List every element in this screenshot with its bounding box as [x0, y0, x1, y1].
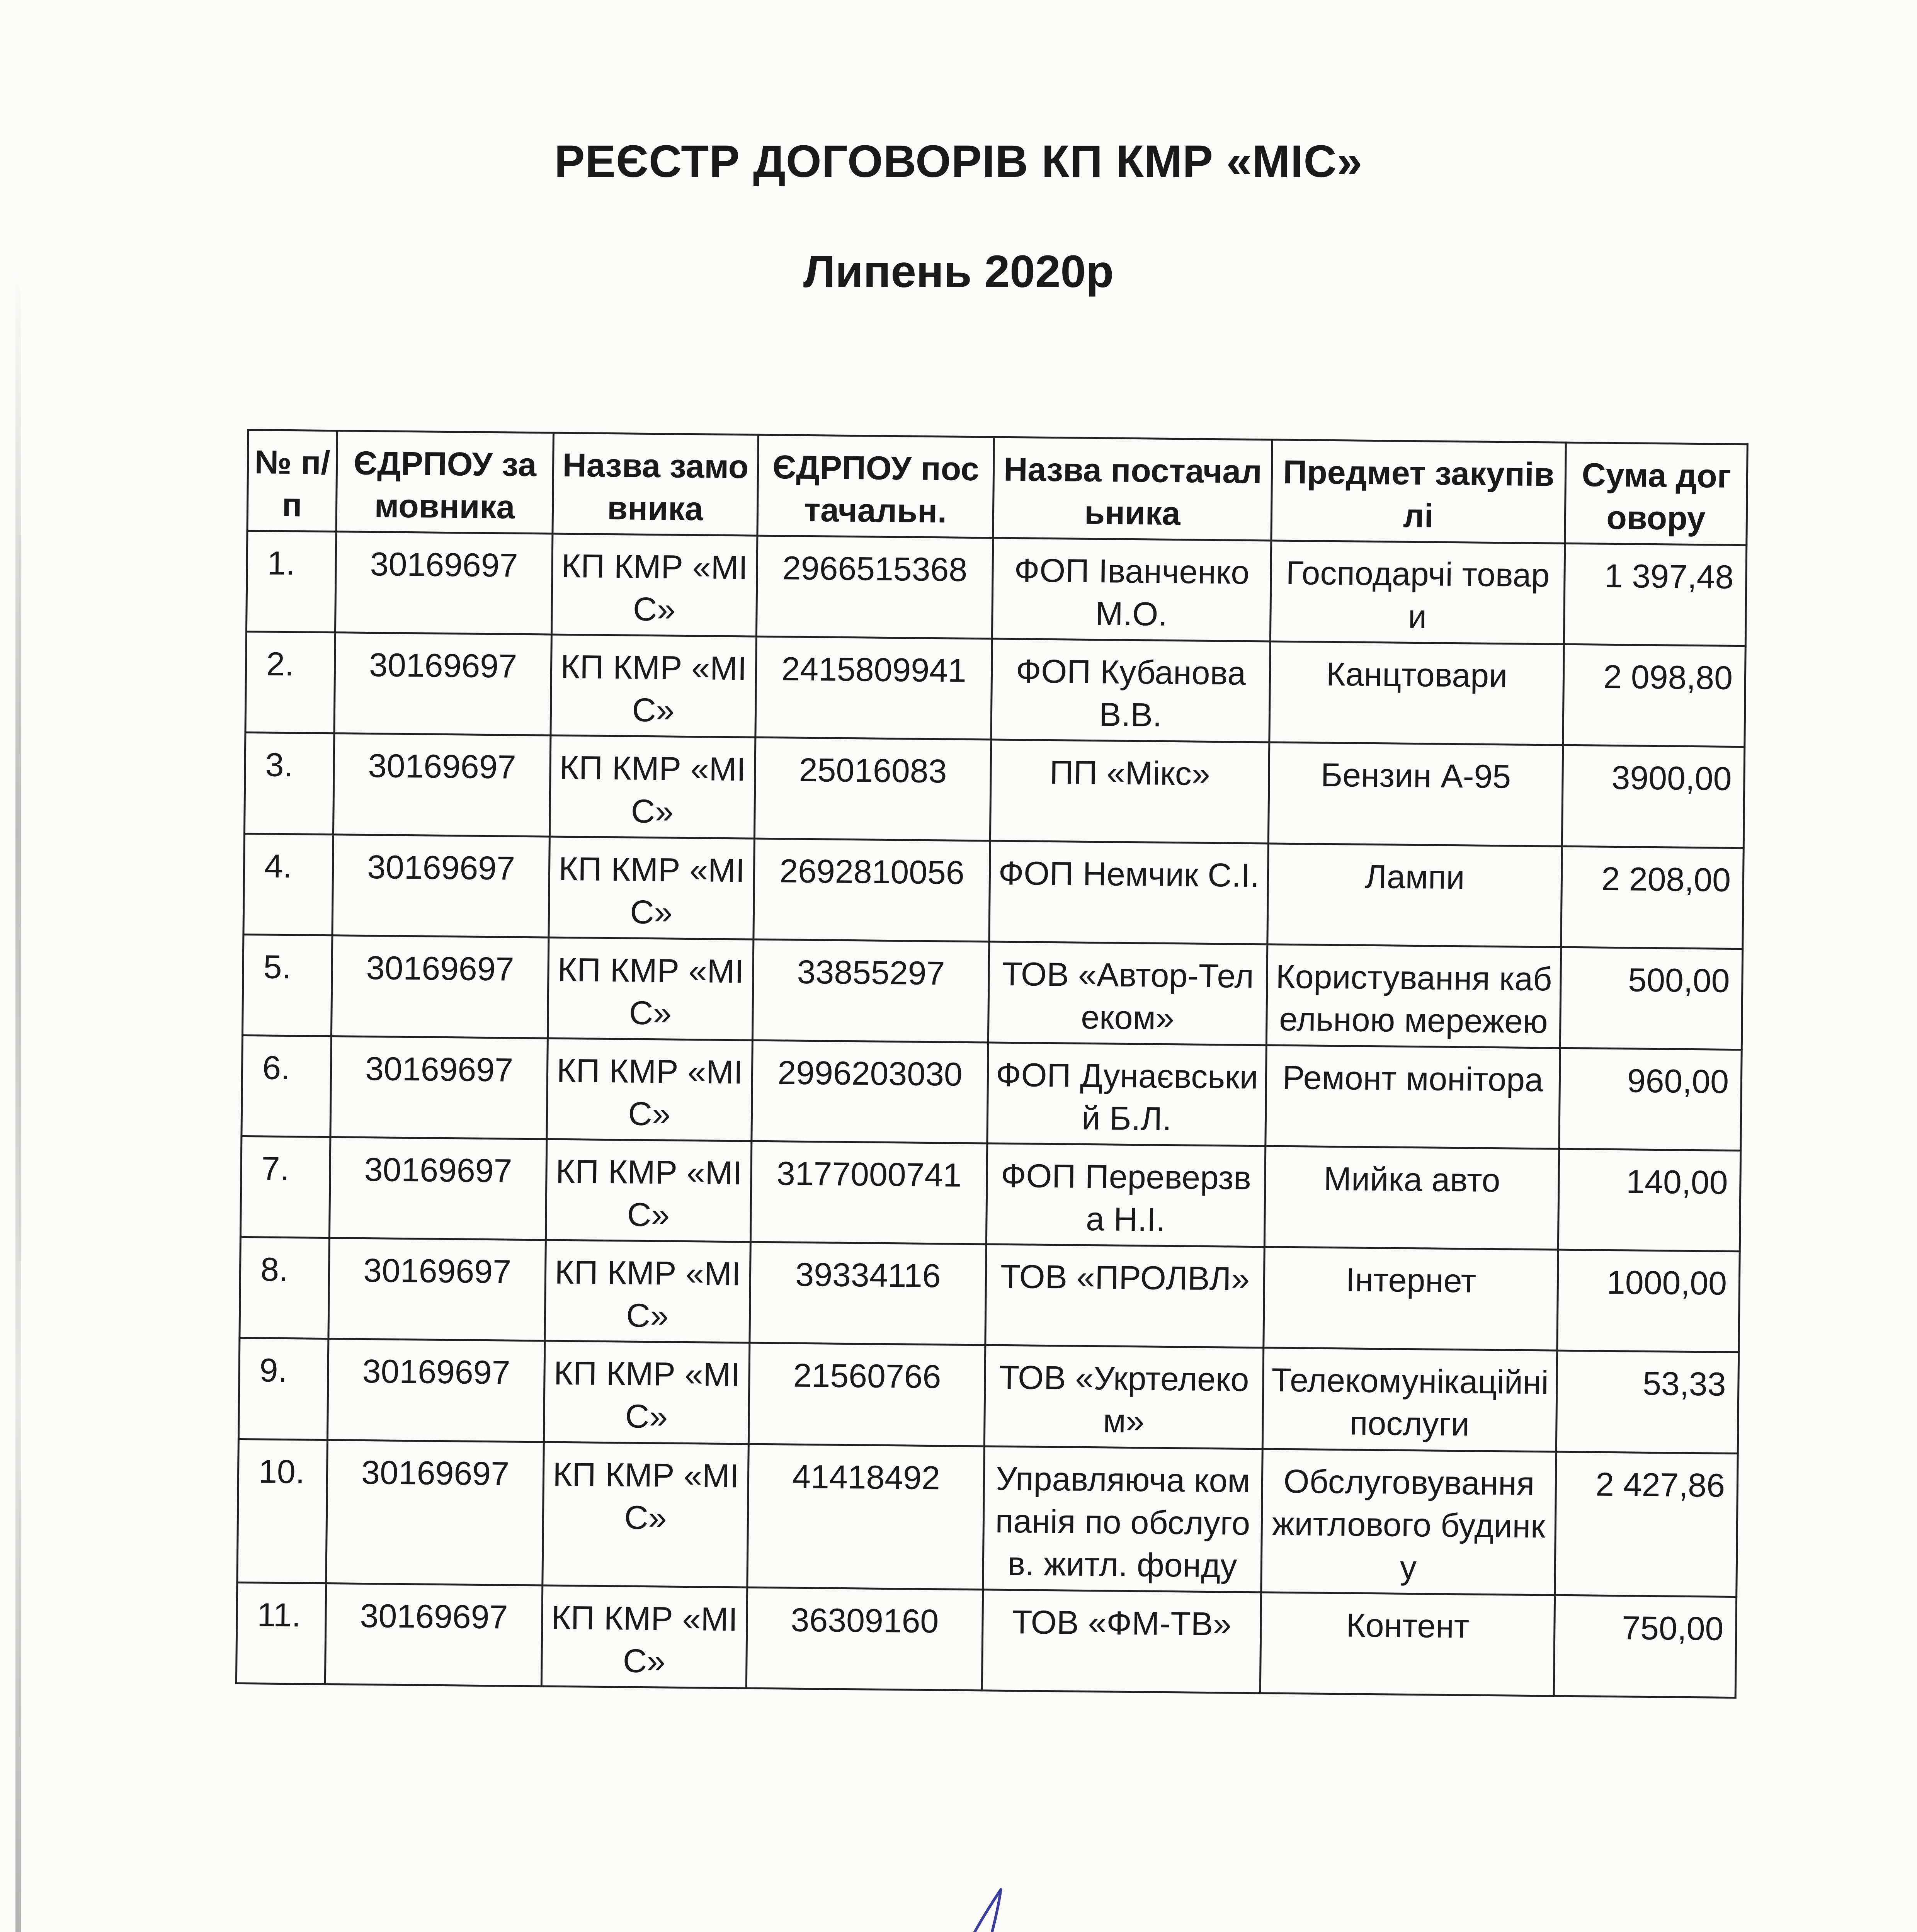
contracts-table	[235, 429, 1749, 1699]
amount-cell: 2 098,80	[1563, 645, 1745, 747]
supplier-name-cell: ФОП Немчик С.І.	[989, 841, 1268, 944]
supplier-code-cell: 33855297	[752, 939, 989, 1043]
table-row	[243, 833, 1744, 949]
row-number-cell: 1.	[246, 531, 336, 633]
handwritten-signature	[819, 1866, 1136, 1932]
customer-code-cell: 30169697	[329, 1137, 546, 1240]
supplier-name-cell: ФОП Іванченко М.О.	[992, 538, 1271, 641]
customer-name-cell: КП КМР «МІС»	[551, 634, 756, 737]
customer-code-cell: 30169697	[333, 733, 550, 837]
col-header-supplier: Назва постачальника	[993, 437, 1272, 541]
supplier-code-cell: 21560766	[748, 1343, 985, 1446]
customer-name-cell: КП КМР «МІС»	[548, 937, 753, 1040]
subject-cell: Лампи	[1267, 844, 1562, 947]
row-number-cell: 8.	[240, 1237, 329, 1339]
supplier-name-cell: ФОП Кубанова В.В.	[991, 639, 1270, 742]
amount-cell: 53,33	[1556, 1351, 1738, 1454]
amount-cell: 3900,00	[1562, 745, 1744, 848]
customer-code-cell: 30169697	[330, 1036, 548, 1139]
subject-cell: Мийка авто	[1264, 1146, 1559, 1250]
customer-code-cell: 30169697	[335, 532, 552, 635]
customer-code-cell: 30169697	[328, 1238, 546, 1341]
subject-cell: Телекомунікаційні послуги	[1262, 1348, 1557, 1451]
supplier-name-cell: ТОВ «Укртелеком»	[984, 1345, 1263, 1449]
table-row	[246, 531, 1746, 646]
customer-code-cell: 30169697	[326, 1440, 544, 1585]
table-header-row	[247, 430, 1747, 545]
row-number-cell: 9.	[238, 1338, 328, 1440]
supplier-code-cell: 36309160	[746, 1587, 983, 1690]
customer-code-cell: 30169697	[327, 1339, 544, 1442]
scan-edge-shadow	[15, 270, 21, 1932]
col-header-customer: Назва замовника	[553, 433, 758, 536]
document-title: РЕЄСТР ДОГОВОРІВ КП КМР «МІС»	[554, 136, 1363, 187]
customer-code-cell: 30169697	[331, 935, 548, 1038]
row-number-cell: 4.	[243, 833, 333, 935]
table-row	[240, 1237, 1740, 1352]
table-row	[244, 733, 1744, 848]
amount-cell: 2 427,86	[1555, 1452, 1738, 1597]
supplier-code-cell: 2966515368	[756, 536, 993, 639]
supplier-code-cell: 25016083	[754, 738, 991, 841]
amount-cell: 960,00	[1559, 1048, 1742, 1151]
table-row	[236, 1582, 1736, 1697]
customer-name-cell: КП КМР «МІС»	[541, 1585, 747, 1688]
subject-cell: Контент	[1260, 1592, 1555, 1696]
customer-code-cell: 30169697	[325, 1583, 542, 1686]
table-body	[236, 531, 1746, 1698]
row-number-cell: 6.	[242, 1035, 331, 1137]
supplier-code-cell: 39334116	[750, 1242, 986, 1345]
table-row	[237, 1439, 1738, 1597]
table-row	[242, 934, 1742, 1049]
subject-cell: Інтернет	[1264, 1247, 1558, 1350]
amount-cell: 140,00	[1558, 1149, 1740, 1252]
row-number-cell: 5.	[242, 934, 332, 1036]
row-number-cell: 2.	[245, 632, 335, 733]
customer-name-cell: КП КМР «МІС»	[551, 534, 757, 636]
customer-name-cell: КП КМР «МІС»	[544, 1341, 749, 1444]
amount-cell: 1 397,48	[1564, 543, 1746, 646]
supplier-name-cell: ТОВ «Автор-Телеком»	[988, 942, 1267, 1045]
supplier-name-cell: ФОП Дунаєвський Б.Л.	[987, 1043, 1266, 1146]
supplier-name-cell: ТОВ «ФМ-ТВ»	[982, 1590, 1261, 1693]
table-row	[238, 1338, 1738, 1453]
subject-cell: Ремонт монітора	[1266, 1045, 1560, 1149]
col-header-subject: Предмет закупівлі	[1271, 440, 1566, 543]
supplier-code-cell: 2415809941	[755, 636, 992, 740]
customer-code-cell: 30169697	[332, 834, 549, 937]
col-header-number: № п/п	[247, 430, 337, 532]
col-header-supplier-code: ЄДРПОУ постачальн.	[757, 435, 994, 538]
col-header-customer-code: ЄДРПОУ замовника	[336, 431, 553, 534]
table-row	[245, 632, 1745, 747]
customer-name-cell: КП КМР «МІС»	[543, 1442, 749, 1587]
supplier-name-cell: ФОП Переверзва Н.І.	[986, 1143, 1265, 1247]
amount-cell: 500,00	[1560, 947, 1742, 1050]
row-number-cell: 3.	[244, 733, 334, 834]
amount-cell: 750,00	[1554, 1595, 1736, 1698]
row-number-cell: 10.	[237, 1439, 328, 1583]
supplier-code-cell: 2996203030	[752, 1040, 988, 1143]
supplier-name-cell: ТОВ «ПРОЛВЛ»	[985, 1244, 1264, 1348]
table-row	[242, 1035, 1742, 1150]
subject-cell: Господарчі товари	[1270, 541, 1565, 644]
row-number-cell: 7.	[240, 1136, 330, 1238]
subject-cell: Обслуговування житлового будинку	[1261, 1449, 1556, 1595]
supplier-name-cell: Управляюча компанія по обслугов. житл. фонду	[983, 1446, 1263, 1592]
supplier-code-cell: 2692810056	[754, 838, 990, 942]
customer-name-cell: КП КМР «МІС»	[546, 1139, 751, 1242]
subject-cell: Канцтовари	[1269, 641, 1564, 745]
customer-name-cell: КП КМР «МІС»	[545, 1240, 750, 1343]
customer-code-cell: 30169697	[334, 633, 551, 736]
customer-name-cell: КП КМР «МІС»	[549, 736, 755, 838]
document-period: Липень 2020р	[803, 246, 1114, 297]
customer-name-cell: КП КМР «МІС»	[547, 1038, 752, 1141]
table-row	[240, 1136, 1740, 1252]
amount-cell: 2 208,00	[1561, 846, 1744, 949]
supplier-name-cell: ПП «Мікс»	[990, 740, 1269, 843]
subject-cell: Бензин А-95	[1268, 742, 1563, 846]
customer-name-cell: КП КМР «МІС»	[549, 837, 754, 939]
amount-cell: 1000,00	[1557, 1250, 1740, 1352]
subject-cell: Користування кабельною мережею	[1266, 944, 1561, 1048]
supplier-code-cell: 3177000741	[750, 1141, 987, 1244]
col-header-amount: Сума договору	[1565, 442, 1747, 545]
row-number-cell: 11.	[236, 1582, 326, 1684]
supplier-code-cell: 41418492	[747, 1444, 985, 1590]
